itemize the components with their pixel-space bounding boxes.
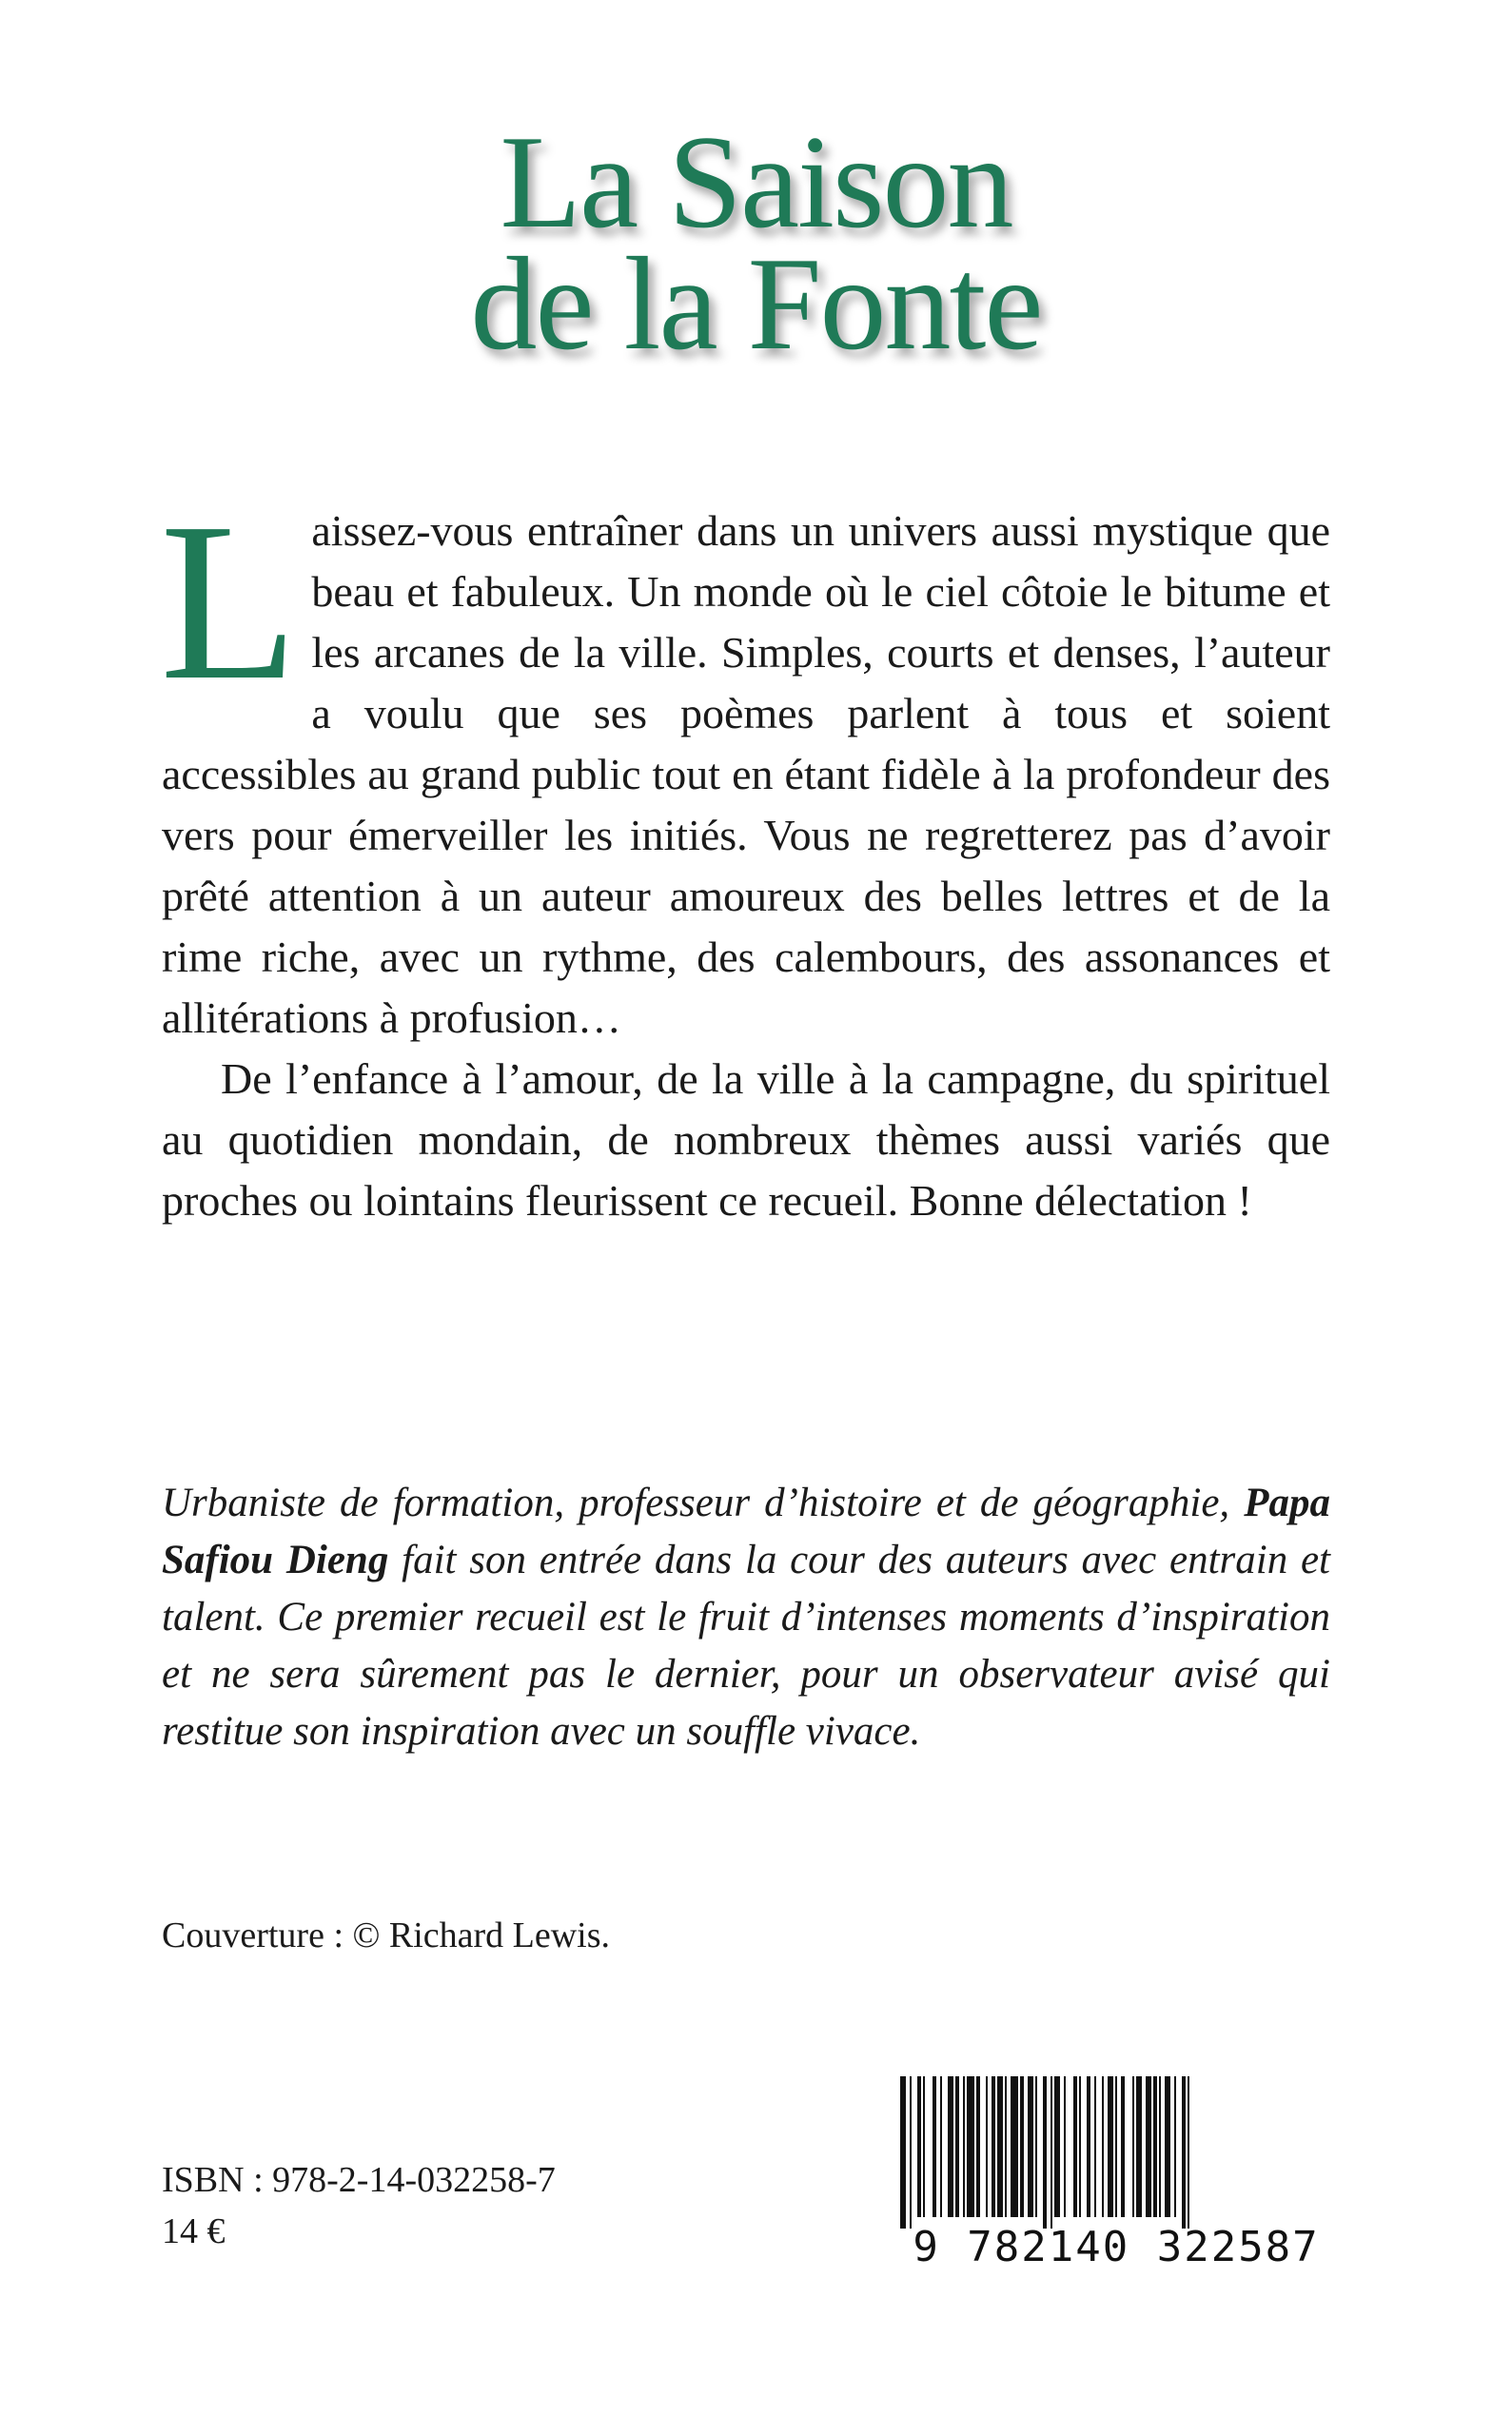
barcode-bar: [1102, 2076, 1104, 2217]
barcode-bar: [1087, 2076, 1090, 2217]
summary-text: [160, 477, 1330, 1231]
barcode-bar: [1051, 2076, 1052, 2229]
barcode-bar: [1115, 2076, 1117, 2217]
barcode-bar: [976, 2076, 980, 2217]
barcode-bars: [900, 2076, 1189, 2229]
barcode-bar: [1073, 2076, 1077, 2217]
barcode-bar: [1079, 2076, 1081, 2217]
barcode-bar: [1146, 2076, 1151, 2217]
summary-paragraph-2: De l’enfance à l’amour, de la ville à la campagne, du spirituel au quotidien mondain, de nombreux thèmes aussi variés que proches ou lointains fleurissent ce recueil. Bonne délectation !: [162, 1054, 1330, 1225]
barcode-bar: [1054, 2076, 1060, 2217]
barcode-bar: [917, 2076, 921, 2217]
barcode-bar: [967, 2076, 974, 2217]
isbn-number: ISBN : 978-2-14-032258-7: [162, 2160, 556, 2200]
barcode-bar: [1153, 2076, 1157, 2217]
book-title: [0, 108, 1512, 378]
barcode-bar: [1094, 2076, 1096, 2217]
barcode: [893, 2076, 1340, 2267]
bio-rest: fait son entrée dans la cour des auteurs avec entrain et talent. Ce premier recueil est le fruit d’intenses moments d’inspiration et ne sera sûrement pas le dernier, pour un observateur avisé qui restitue son inspiration avec un souffle vivace.: [162, 1538, 1330, 1754]
barcode-bar: [1028, 2076, 1033, 2217]
author-name: Papa Safiou Dieng: [162, 1481, 1330, 1582]
barcode-bar: [1165, 2076, 1170, 2217]
barcode-bar: [986, 2076, 988, 2217]
barcode-bar: [1188, 2076, 1189, 2229]
barcode-bar: [1064, 2076, 1066, 2217]
barcode-bar: [933, 2076, 936, 2217]
barcode-bar: [997, 2076, 1003, 2217]
price: 14 €: [162, 2211, 226, 2251]
barcode-bar: [992, 2076, 995, 2217]
barcode-bar: [1132, 2076, 1134, 2217]
barcode-bar: [1136, 2076, 1142, 2217]
barcode-bar: [1043, 2076, 1047, 2229]
summary-paragraph-1: [160, 477, 1330, 1049]
barcode-bar: [940, 2076, 942, 2217]
barcode-digits: 9 782140 322587: [913, 2223, 1320, 2267]
barcode-bar: [900, 2076, 906, 2229]
barcode-bar: [1011, 2076, 1018, 2217]
title-line-2: de la Fonte: [470, 230, 1042, 378]
barcode-bar: [1108, 2076, 1113, 2217]
barcode-bar: [1020, 2076, 1024, 2217]
barcode-bar: [963, 2076, 965, 2217]
barcode-bar: [923, 2076, 925, 2217]
barcode-bar: [1121, 2076, 1125, 2217]
barcode-bar: [1174, 2076, 1176, 2217]
drop-cap: L: [160, 477, 299, 727]
barcode-bar: [1005, 2076, 1007, 2217]
isbn-block: [162, 2154, 556, 2257]
barcode-bar: [955, 2076, 959, 2217]
barcode-bar: [948, 2076, 953, 2217]
title-line-1: La Saison: [500, 108, 1012, 256]
barcode-bar: [1182, 2076, 1186, 2229]
bio-intro: Urbaniste de formation, professeur d’histoire et de géographie,: [162, 1481, 1230, 1525]
author-bio: [162, 1475, 1330, 1760]
barcode-bar: [910, 2076, 912, 2229]
summary-paragraph-1-text: aissez-vous entraîner dans un univers aussi mystique que beau et fabuleux. Un monde où le ciel côtoie le bitume et les arcanes de la ville. Simples, courts et denses, l’auteur a voulu que ses poèmes parlent à tous et soient accessibles au grand public tout en étant fidèle à la profondeur des vers pour émerveiller les initiés. Vous ne regretterez pas d’avoir prêté attention à un auteur amoureux des belles lettres et de la rime riche, avec un rythme, des calembours, des assonances et allitérations à profusion…: [162, 506, 1330, 1042]
cover-credit: Couverture : © Richard Lewis.: [162, 1915, 611, 1955]
barcode-bar: [1035, 2076, 1037, 2217]
barcode-bar: [1159, 2076, 1161, 2217]
